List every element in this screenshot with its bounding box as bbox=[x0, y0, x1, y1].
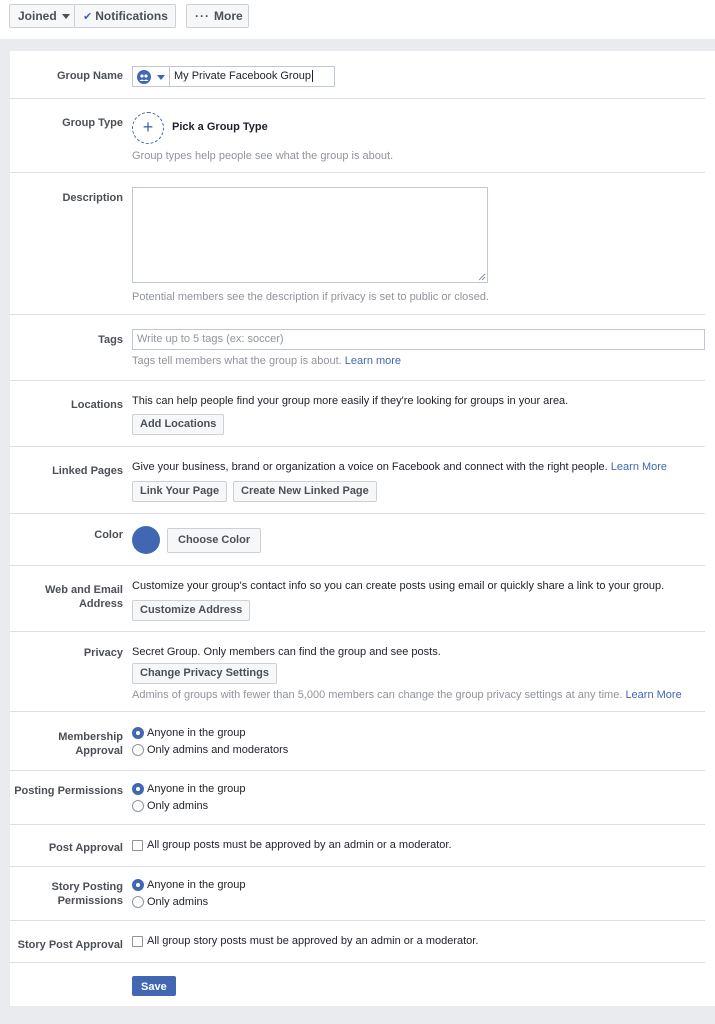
posting-permissions-label: Posting Permissions bbox=[14, 785, 123, 797]
privacy-learn-more-link[interactable]: Learn More bbox=[625, 689, 682, 701]
add-locations-button[interactable]: Add Locations bbox=[132, 414, 224, 435]
change-privacy-settings-button[interactable]: Change Privacy Settings bbox=[132, 663, 277, 684]
web-email-label-line2: Address bbox=[78, 598, 123, 610]
privacy-help bbox=[132, 689, 682, 701]
save-button[interactable]: Save bbox=[132, 976, 176, 996]
locations-row bbox=[10, 381, 705, 447]
group-name-label: Group Name bbox=[56, 70, 123, 82]
radio-selected-icon[interactable] bbox=[132, 879, 144, 891]
joined-label: Joined bbox=[18, 9, 57, 23]
post-approval-row bbox=[10, 825, 705, 867]
membership-approval-label bbox=[1, 730, 123, 758]
description-textarea[interactable] bbox=[132, 187, 488, 283]
resize-handle-icon[interactable] bbox=[478, 273, 486, 281]
more-dots-icon: ··· bbox=[195, 9, 210, 23]
web-email-text: Customize your group's contact info so you can create posts using email or quickly share a link to your group. bbox=[132, 580, 665, 592]
save-row bbox=[10, 963, 705, 1006]
chevron-down-icon bbox=[62, 14, 70, 19]
posting-option-admins-label: Only admins bbox=[147, 800, 209, 812]
group-name-input[interactable] bbox=[169, 66, 335, 87]
customize-address-button[interactable]: Customize Address bbox=[132, 600, 250, 621]
color-label: Color bbox=[94, 529, 123, 541]
post-approval-label: Post Approval bbox=[48, 842, 123, 854]
radio-unselected-icon[interactable] bbox=[132, 744, 144, 756]
group-type-row bbox=[10, 99, 705, 173]
story-posting-option-anyone-label: Anyone in the group bbox=[147, 879, 246, 891]
tags-learn-more-link[interactable]: Learn more bbox=[344, 355, 402, 367]
checkmark-icon: ✔ bbox=[83, 11, 93, 23]
posting-permissions-row bbox=[10, 771, 705, 825]
notifications-button[interactable] bbox=[74, 4, 176, 28]
tags-row bbox=[10, 315, 705, 381]
tags-help bbox=[132, 355, 401, 367]
tags-input[interactable] bbox=[132, 329, 705, 350]
story-posting-label-line1: Story Posting bbox=[51, 881, 123, 893]
add-group-type-icon[interactable]: + bbox=[132, 112, 164, 144]
color-row bbox=[10, 514, 705, 566]
radio-unselected-icon[interactable] bbox=[132, 800, 144, 812]
linked-pages-learn-more-link[interactable]: Learn More bbox=[610, 461, 668, 473]
web-email-row bbox=[10, 566, 705, 632]
radio-selected-icon[interactable] bbox=[132, 783, 144, 795]
membership-approval-label-line2: Approval bbox=[75, 745, 123, 757]
story-post-approval-checkbox-label: All group story posts must be approved by an admin or a moderator. bbox=[147, 935, 479, 947]
membership-option-admins-label: Only admins and moderators bbox=[147, 744, 289, 756]
membership-option-anyone[interactable] bbox=[132, 727, 245, 739]
story-posting-option-anyone[interactable] bbox=[132, 879, 245, 891]
membership-approval-row bbox=[10, 712, 705, 771]
posting-option-anyone[interactable] bbox=[132, 783, 245, 795]
group-name-row bbox=[10, 51, 705, 99]
notifications-label: Notifications bbox=[95, 9, 168, 23]
group-icon-selector[interactable] bbox=[132, 66, 170, 87]
radio-unselected-icon[interactable] bbox=[132, 896, 144, 908]
privacy-row bbox=[10, 632, 705, 712]
description-label: Description bbox=[62, 192, 123, 204]
group-action-bar bbox=[0, 0, 715, 39]
linked-pages-label: Linked Pages bbox=[52, 465, 123, 477]
more-label: More bbox=[214, 9, 243, 23]
group-name-value: My Private Facebook Group bbox=[174, 70, 311, 82]
web-email-label bbox=[1, 583, 123, 611]
more-button[interactable] bbox=[186, 4, 249, 28]
story-posting-row bbox=[10, 867, 705, 921]
story-post-approval-row bbox=[10, 921, 705, 963]
pick-group-type-link[interactable]: Pick a Group Type bbox=[172, 121, 268, 133]
story-posting-label-line2: Permissions bbox=[57, 895, 123, 907]
create-linked-page-button[interactable]: Create New Linked Page bbox=[233, 481, 377, 502]
tags-help-text: Tags tell members what the group is about. bbox=[132, 355, 342, 367]
story-post-approval-label: Story Post Approval bbox=[17, 939, 123, 951]
tags-label: Tags bbox=[98, 334, 123, 346]
posting-option-admins[interactable] bbox=[132, 800, 208, 812]
choose-color-button[interactable]: Choose Color bbox=[167, 528, 261, 553]
privacy-text: Secret Group. Only members can find the group and see posts. bbox=[132, 646, 441, 658]
posting-option-anyone-label: Anyone in the group bbox=[147, 783, 246, 795]
linked-pages-text bbox=[132, 461, 667, 473]
post-approval-option[interactable] bbox=[132, 839, 452, 851]
checkbox-icon[interactable] bbox=[132, 840, 143, 851]
link-your-page-button[interactable]: Link Your Page bbox=[132, 481, 227, 502]
tags-placeholder: Write up to 5 tags (ex: soccer) bbox=[137, 333, 284, 345]
group-type-label: Group Type bbox=[62, 117, 123, 129]
group-settings-panel bbox=[10, 51, 715, 1006]
story-posting-option-admins[interactable] bbox=[132, 896, 208, 908]
locations-text: This can help people find your group more easily if they're looking for groups in your area. bbox=[132, 395, 569, 407]
story-posting-label bbox=[1, 880, 123, 908]
chevron-down-icon bbox=[157, 75, 165, 80]
membership-option-admins[interactable] bbox=[132, 744, 288, 756]
web-email-label-line1: Web and Email bbox=[44, 584, 123, 596]
color-swatch[interactable] bbox=[132, 526, 160, 554]
radio-selected-icon[interactable] bbox=[132, 727, 144, 739]
post-approval-checkbox-label: All group posts must be approved by an admin or a moderator. bbox=[147, 839, 452, 851]
linked-pages-description: Give your business, brand or organization a voice on Facebook and connect with the right people. bbox=[132, 461, 608, 473]
locations-label: Locations bbox=[71, 399, 123, 411]
story-posting-option-admins-label: Only admins bbox=[147, 896, 209, 908]
joined-button[interactable] bbox=[9, 4, 75, 28]
description-row bbox=[10, 173, 705, 315]
privacy-help-text: Admins of groups with fewer than 5,000 members can change the group privacy settings at any time. bbox=[132, 689, 623, 701]
privacy-label: Privacy bbox=[83, 647, 123, 659]
membership-option-anyone-label: Anyone in the group bbox=[147, 727, 246, 739]
group-icon bbox=[137, 70, 151, 84]
checkbox-icon[interactable] bbox=[132, 936, 143, 947]
group-type-help: Group types help people see what the group is about. bbox=[132, 150, 394, 162]
story-post-approval-option[interactable] bbox=[132, 935, 478, 947]
linked-pages-row bbox=[10, 447, 705, 514]
membership-approval-label-line1: Membership bbox=[58, 731, 123, 743]
description-help: Potential members see the description if privacy is set to public or closed. bbox=[132, 291, 490, 303]
